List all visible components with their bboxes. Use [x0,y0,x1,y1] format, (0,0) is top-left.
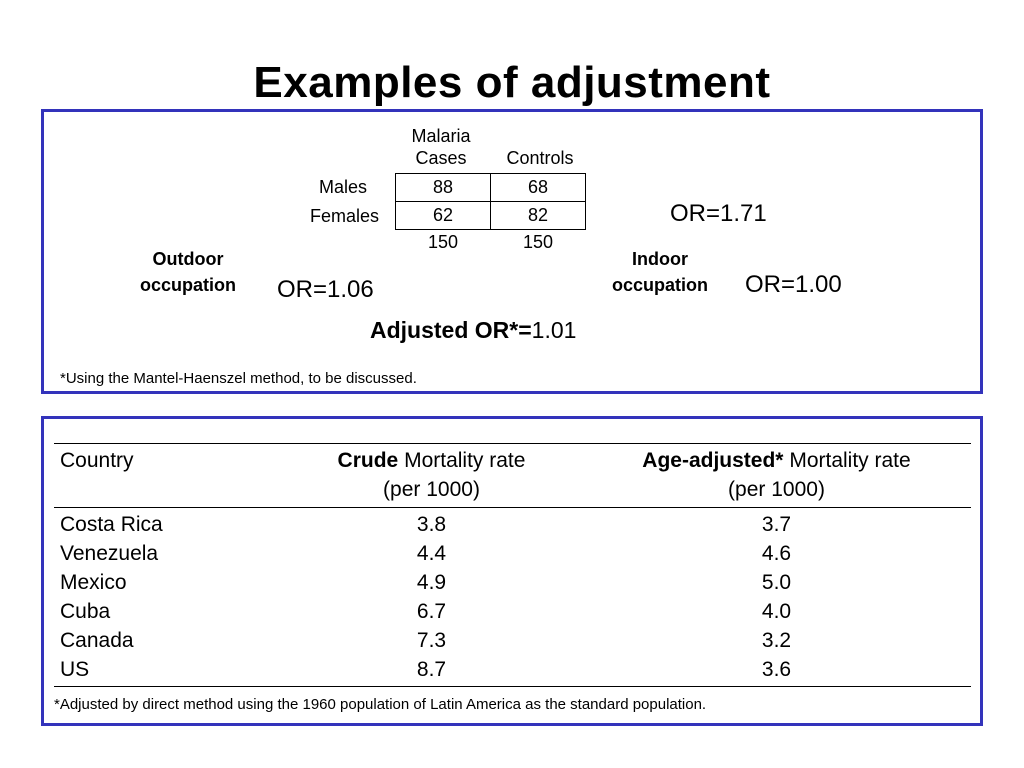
cell-females-controls: 82 [490,201,586,230]
adjusted-rate: 4.0 [761,600,792,623]
table-row [44,539,974,568]
adjusted-or-star: *= [509,317,532,343]
header-cases: Cases [415,148,467,168]
header-crude-unit: (per 1000) [383,478,480,501]
crude-rate: 6.7 [416,600,447,623]
adjusted-or-label: Adjusted OR [370,317,510,343]
cell-males-controls: 68 [490,173,586,202]
table-header-units-row [44,475,974,504]
indoor-or: OR=1.00 [745,271,842,298]
table-header-row [44,446,974,475]
country-name: Mexico [60,571,127,594]
indoor-label-line2: occupation [611,275,708,295]
header-crude [264,446,599,475]
adjusted-rate: 3.6 [761,658,792,681]
table-top-rule [54,443,971,444]
country-name: Venezuela [60,542,159,565]
total-cases: 150 [427,232,459,252]
total-controls: 150 [522,232,554,252]
crude-rate: 3.8 [416,513,447,536]
table-row [44,597,974,626]
outdoor-occupation-label [116,246,260,298]
crude-rate: 4.9 [416,571,447,594]
header-country: Country [60,449,134,472]
row-label-females: Females [309,206,379,226]
table-row [44,626,974,655]
header-controls: Controls [506,148,574,168]
adjusted-rate: 3.7 [761,513,792,536]
adjusted-or-line [370,317,576,344]
adjusted-rate: 4.6 [761,542,792,565]
table-row [44,510,974,539]
header-adjusted [604,446,949,475]
adjusted-rate: 3.2 [761,629,792,652]
header-crude-bold: Crude [337,449,399,472]
overall-or: OR=1.71 [670,200,767,227]
country-name: Canada [60,629,134,652]
crude-rate: 8.7 [416,658,447,681]
page-title: Examples of adjustment [253,58,771,107]
table-header-rule [54,507,971,508]
country-name: US [60,658,90,681]
crude-rate: 7.3 [416,629,447,652]
mortality-table-panel [41,416,983,726]
cell-males-cases: 88 [395,173,491,202]
crude-rate: 4.4 [416,542,447,565]
adjusted-rate: 5.0 [761,571,792,594]
header-adjusted-rest: Mortality rate [789,449,911,472]
adjusted-or-value: 1.01 [531,317,577,343]
outdoor-label-line1: Outdoor [152,249,224,269]
table-row [44,568,974,597]
header-crude-rest: Mortality rate [404,449,526,472]
country-name: Costa Rica [60,513,163,536]
indoor-occupation-label [588,246,732,298]
row-label-males: Males [318,177,367,197]
mortality-footnote: *Adjusted by direct method using the 1960 population of Latin America as the standard population. [54,696,707,713]
cell-females-cases: 62 [395,201,491,230]
table-bottom-rule [54,686,971,687]
outdoor-label-line2: occupation [139,275,236,295]
header-malaria: Malaria [411,126,471,146]
header-adjusted-bold: Age-adjusted* [642,449,784,472]
malaria-example-panel [41,109,983,394]
table-row [44,655,974,684]
outdoor-or: OR=1.06 [277,276,374,303]
malaria-footnote: *Using the Mantel-Haenszel method, to be discussed. [60,370,417,387]
header-adjusted-unit: (per 1000) [728,478,825,501]
country-name: Cuba [60,600,111,623]
indoor-label-line1: Indoor [632,249,688,269]
